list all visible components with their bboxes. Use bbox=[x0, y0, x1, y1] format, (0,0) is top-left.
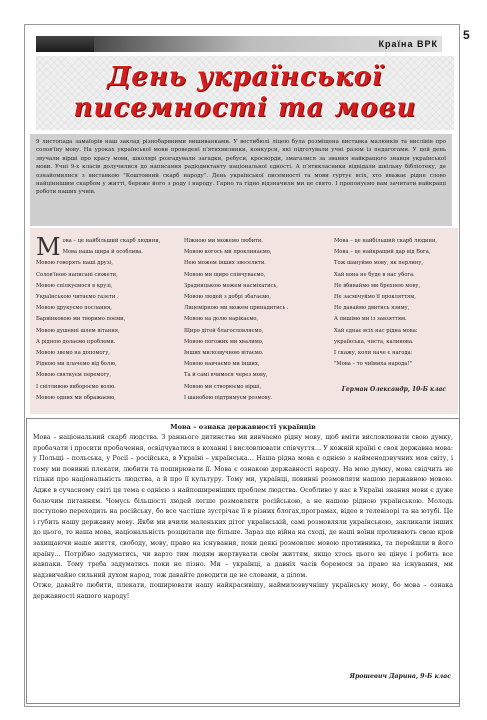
poem-line: Ніжною ми можемо любити. bbox=[184, 238, 264, 244]
poem-line: Солов'їною написані сюжети, bbox=[36, 271, 118, 278]
poem-line: І снітливою вибороємо волю. bbox=[36, 383, 116, 390]
essay-paragraph: Мова – національний скарб людства. З раннього дитинства ми вивчаємо рідну мову, щоб вміти висловлювати свою думку, пробачати і просити пробачення, освідчуватися в коханні і висловлювати співчуття… У кожній країні є своя державна мова: у Польщі – польська, у Росії – російська, в Україні – українська… Наша рідна мова є однією з найменодзвучних мов світу, і тому ми повинні плекати, любити та поширювати її. Мова є ознакою державності народу. На мою думку, мова свідчить не тільки про національність людства, а й про її культуру. Тому ми, українці, повинні розмовляти нашою державною мовою. Адже в сучасному світі ця тема є однією з найпоширеніших проблем людства. Особливо у нас в Україні знання мови є дуже болючим питанням. Чомусь більшості людей легше розмовляти російською, а не нашою рідною українською. Молодь поступово переходить на російську, бо все частіше зустрічає її в різних блогах,програмах, відео в телевізорі та на ютубі. Це і губить нашу державну мову. Якби ми вчили маленьких дітог українській, самі розмовляли українською, закликали інших до цього, то наша мова, національність розцвітали ще більше. Зараз ще війна на сході, де наші воїни проливають свою кров захищаючи наше життя, свободу, мову, право на існування, поки деякі розмовляє мовою противника, та перейшли в його країну… Потрібно задуматись, чи варто тим людям жертвувати своїм життям, якщо хтось цього не цінує і робить все навпаки. Тому треба задуматись поки не пізно. Ми – українці, а давніх часів боремося за право на існування, ми надзвичайно сильний духом народ, тож давайте доводити це не словами, а ділом. bbox=[33, 434, 453, 579]
page-title bbox=[36, 62, 454, 124]
poem-line: Мовою когось ми проклинаємо, bbox=[184, 249, 272, 256]
title-line-1: День української bbox=[107, 62, 383, 92]
poem-line: Та й самі вчимося через мову, bbox=[184, 372, 268, 379]
poem-line: українська, чиста, калинова. bbox=[334, 338, 414, 345]
poem-line: Тож шануймо мову, як перлину, bbox=[334, 260, 424, 267]
poem-line: Не даваймо двитись язиму, bbox=[334, 305, 410, 312]
poem-line: Мовою святкуєм перемогу, bbox=[36, 372, 111, 379]
poem-line: Лицемірною ми можем принадитись . bbox=[184, 305, 289, 312]
header-dark-block bbox=[36, 36, 94, 52]
poem-line: Не засмічуймо її прокляттям, bbox=[334, 294, 416, 301]
page-number: 5 bbox=[463, 28, 470, 42]
poem-line: Мовою погожих ми хвалимо, bbox=[184, 338, 264, 345]
poem-column-2 bbox=[184, 236, 324, 404]
essay-paragraph: Отже, давайте любити, плекати, поширювати нашу найкрасивішу, наймилозвучнішу українську мову, бо мова – ознака державності нашого народу! bbox=[33, 582, 453, 600]
poem-line: Хай вона не буде в нас убога. bbox=[334, 271, 415, 278]
poem-line: Мовою людей з добрі збагаємо, bbox=[184, 294, 271, 301]
title-line-2: писемності та мови bbox=[73, 93, 417, 123]
poem-line: Мовою душевні шлем вітання, bbox=[36, 327, 120, 334]
poem-line: "Мова – то чиїмиха народа!" bbox=[334, 361, 412, 368]
poem-line: Мова наша щира й особлива. bbox=[62, 249, 143, 256]
poem-author: Герман Олександр, 10-Б клас bbox=[341, 386, 446, 393]
essay-section bbox=[26, 418, 460, 704]
poem-line: Мова – це найкращий дар від Бога, bbox=[334, 249, 431, 256]
poem-section bbox=[30, 228, 458, 414]
poem-line: Щиро дітей благословляємо, bbox=[184, 327, 264, 334]
section-label: Країна ВРК bbox=[378, 39, 438, 49]
poem-line: Мова – це найбільший скарб людини, bbox=[334, 238, 438, 244]
poem-column-3 bbox=[334, 236, 454, 370]
intro-box bbox=[30, 134, 452, 226]
poem-column-1 bbox=[36, 233, 176, 404]
poem-line: Мовою звемо на допомогу, bbox=[36, 350, 110, 357]
essay-author: Ярошевич Дарина, 9-Б клас bbox=[349, 673, 451, 680]
poem-line: І шанобою підтримуєм розмову. bbox=[184, 394, 273, 401]
intro-text: 9 листопада замаїорів наш заклад різнобарвними вишиванками. У вестибюлі ліцею була розміщена виставка малюнків та вислівів про солов'їну мову. На уроках української мови проведені п'ятихвилинки, конкурси, які підготували учні разом із педагогами. У цей день звучали вірші про красу мови, школярі розгадували загадки, ребуси, кросворди, змагалися за звання найкращого знавця української мови. Учні 9-х класів долучилися до написання радіодиктанту національної єдності. А п'ятикласники відвідали шкільну бібліотеку, де ознайомилися з виставкою "Коштовний скарб народу". День української писемності та мови гуртує всіх, хто вважає рідне слово найцiннішим скарбом у житті, береже його з роду і народу. Гарно та гідно відзначили ми це свято. І пропонуємо вам зачитати найкращі роботи наших учнів. bbox=[36, 139, 446, 196]
poem-line: А пишімо ми із завзяттям. bbox=[334, 316, 407, 323]
poem-line: Хай єднає всіх нас рідна мова: bbox=[334, 327, 418, 334]
poem-line: Мовою друкуємо послання, bbox=[36, 305, 112, 312]
poem-line: Українською читаємо газети . bbox=[36, 294, 119, 301]
poem-line: А рідною долаємо проблеми. bbox=[36, 338, 116, 345]
poem-line: Інших милозвучною вітаємо. bbox=[184, 350, 264, 357]
poem-line: Мовою на долю нарікаємо, bbox=[184, 316, 259, 323]
poem-line: Мовою навчаємо ми інших, bbox=[184, 361, 260, 368]
poem-line: Рідною ми плачемо від болю, bbox=[36, 361, 117, 368]
poem-line: І скажу, коли наче є нагода: bbox=[334, 350, 413, 357]
section-header bbox=[36, 36, 442, 52]
poem-line: Мовою ми щиро співчуваємо, bbox=[184, 271, 266, 278]
title-band bbox=[36, 56, 454, 130]
poem-line: Мовою говорять наші друзі, bbox=[36, 260, 113, 267]
poem-line: Мовою спілкуємося в крузі, bbox=[36, 282, 113, 289]
poem-line: Не вбиваймо ми брехнею мову, bbox=[334, 282, 421, 289]
essay-title: Мова – ознака державності українців bbox=[170, 423, 316, 431]
poem-line: Мовою одних ми ображаємо, bbox=[36, 394, 116, 401]
poem-line: Зрадницькою можем насміхатись, bbox=[184, 282, 279, 289]
poem-dropcap: М bbox=[36, 233, 61, 261]
essay-body bbox=[33, 433, 453, 603]
poem-line: Нею можем інших звеселити. bbox=[184, 260, 266, 267]
poem-line: Мовою ми створюємо вірші, bbox=[184, 383, 262, 390]
poem-line: Барвінковою ми творимо поеми, bbox=[36, 316, 126, 323]
poem-line: ова – це найбільший скарб людини, bbox=[62, 238, 161, 244]
